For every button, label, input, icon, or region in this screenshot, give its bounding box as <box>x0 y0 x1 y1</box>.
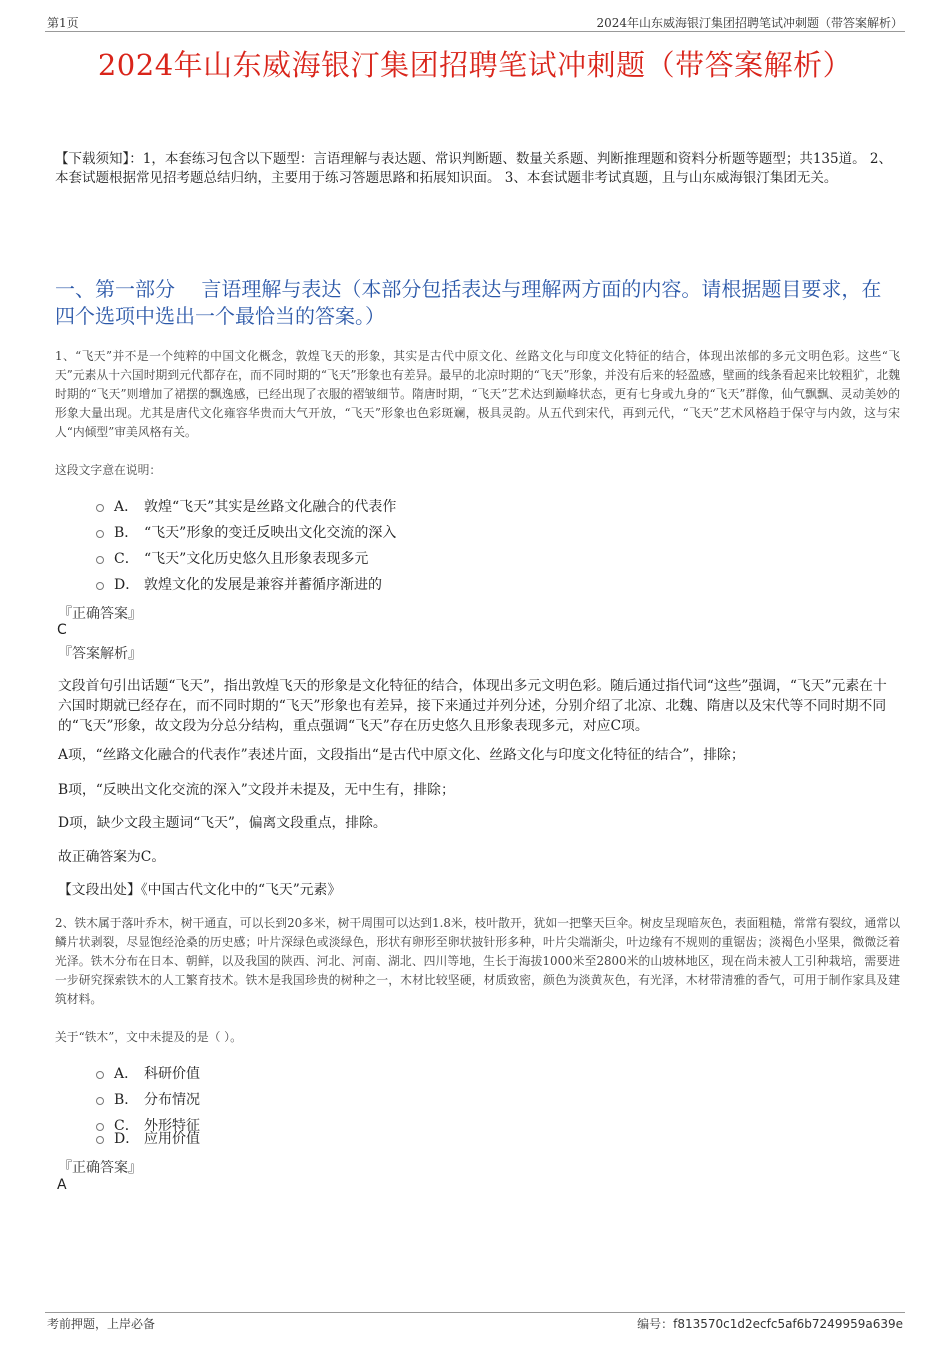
option-letter: B． <box>114 525 139 541</box>
q1-answer-label: 『正确答案』 <box>58 606 142 622</box>
document-code-label: 编号： <box>637 1317 674 1331</box>
q2-passage: 2、铁木属于落叶乔木，树干通直，可以长到20多米，树干周围可以达到1.8米，枝叶散开，犹如一把擎天巨伞。树皮呈现暗灰色，表面粗糙，常常有裂纹，通常以鳞片状剥裂，尽显饱经沧桑的历史感；叶片深绿色或淡绿色，形状有卵形至卵状披针形多种，叶片尖端渐尖，叶边缘有不规则的重锯齿；淡褐色小坚果，微微泛着光泽。铁木分布在日本、朝鲜，以及我国的陕西、河北、河南、湖北、四川等地，生长于海拔1000米至2800米的山坡林地区，现在尚未被人工引种栽培，需要进一步研究探索铁木的人工繁育技术。铁木是我国珍贵的树种之一，木材比较坚硬，材质致密，颜色为淡黄灰色，有光泽，木材带清雅的香气，可用于制作家具及建筑材料。 <box>55 916 900 1006</box>
option-text: 敦煌文化的发展是兼容并蓄循序渐进的 <box>144 577 382 593</box>
page-number: 第1页 <box>47 16 79 30</box>
document-code <box>637 1315 903 1332</box>
radio-icon[interactable] <box>96 582 104 590</box>
radio-icon[interactable] <box>96 1136 104 1144</box>
option-text: 科研价值 <box>144 1066 200 1082</box>
q1-option-d[interactable] <box>96 574 382 594</box>
option-letter: B． <box>114 1092 139 1108</box>
q1-analysis-summary: 文段首句引出话题“飞天”，指出敦煌飞天的形象是文化特征的结合，体现出多元文明色彩。随后通过指代词“这些”强调，“飞天”元素在十六国时期就已经存在，而不同时期的“飞天”形象也有差异，接下来通过并列分述，分别介绍了北凉、北魏、隋唐以及宋代等不同时期不同的“飞天”形象，故文段为分总分结构，重点强调“飞天”存在历史悠久且形象表现多元，对应C项。 <box>58 678 887 734</box>
radio-icon[interactable] <box>96 504 104 512</box>
q1-analysis-label: 『答案解析』 <box>58 646 142 662</box>
radio-icon[interactable] <box>96 556 104 564</box>
option-letter: C． <box>114 1118 139 1134</box>
option-text: “飞天”形象的变迁反映出文化交流的深入 <box>144 525 397 541</box>
option-letter: A． <box>114 1066 139 1082</box>
q1-option-a[interactable] <box>96 496 396 516</box>
radio-icon[interactable] <box>96 1071 104 1079</box>
q1-analysis-b: B项，“反映出文化交流的深入”文段并未提及，无中生有，排除； <box>58 782 455 798</box>
q2-option-b[interactable] <box>96 1089 200 1109</box>
q2-option-a[interactable] <box>96 1063 200 1083</box>
q1-option-b[interactable] <box>96 522 396 542</box>
q1-source: 【文段出处】《中国古代文化中的“飞天”元素》 <box>58 882 342 898</box>
option-letter: C． <box>114 551 139 567</box>
option-text: 分布情况 <box>144 1092 200 1108</box>
option-text: 外形特征 <box>144 1118 200 1134</box>
header-divider <box>45 31 905 32</box>
page-title: 2024年山东威海银汀集团招聘笔试冲刺题（带答案解析） <box>97 48 853 82</box>
download-notice: 【下载须知】：1，本套练习包含以下题型：言语理解与表达题、常识判断题、数量关系题、判断推理题和资料分析题等题型；共135道。 2、本套试题根据常见招考题总结归纳，主要用于练习答题思路和拓展知识面。 3、本套试题非考试真题，且与山东威海银汀集团无关。 <box>55 151 892 186</box>
option-text: 应用价值 <box>144 1131 200 1147</box>
option-text: 敦煌“飞天”其实是丝路文化融合的代表作 <box>144 499 397 515</box>
q2-stem: 关于“铁木”，文中未提及的是（ ）。 <box>55 1030 242 1044</box>
section-heading: 一、第一部分 言语理解与表达（本部分包括表达与理解两方面的内容。请根据题目要求，在四个选项中选出一个最恰当的答案。） <box>55 277 882 328</box>
q1-answer: C <box>57 622 67 638</box>
radio-icon[interactable] <box>96 530 104 538</box>
q2-answer-label: 『正确答案』 <box>58 1160 142 1176</box>
document-code-value: f813570c1d2ecfc5af6b7249959a639e <box>673 1317 903 1331</box>
option-text: “飞天”文化历史悠久且形象表现多元 <box>144 551 369 567</box>
q1-analysis-d: D项，缺少文段主题词“飞天”，偏离文段重点，排除。 <box>58 815 387 831</box>
q1-option-c[interactable] <box>96 548 368 568</box>
q1-stem: 这段文字意在说明： <box>55 463 162 477</box>
radio-icon[interactable] <box>96 1097 104 1105</box>
q2-option-d[interactable] <box>96 1128 200 1148</box>
header-doc-title: 2024年山东威海银汀集团招聘笔试冲刺题（带答案解析） <box>596 16 903 30</box>
q1-analysis-conclusion: 故正确答案为C。 <box>58 849 166 865</box>
footer-divider <box>45 1312 905 1313</box>
q2-answer: A <box>57 1177 67 1193</box>
option-letter: D． <box>114 577 140 593</box>
q1-passage: 1、“飞天”并不是一个纯粹的中国文化概念，敦煌飞天的形象，其实是古代中原文化、丝路文化与印度文化特征的结合，体现出浓郁的多元文明色彩。这些“飞天”元素从十六国时期到元代都存在，而不同时期的“飞天”形象也有差异。最早的北凉时期的“飞天”形象，并没有后来的轻盈感，壁画的线条看起来比较粗犷，北魏时期的“飞天”则增加了裙摆的飘逸感，已经出现了衣服的褶皱细节。隋唐时期，“飞天”艺术达到巅峰状态，更有七身或九身的“飞天”群像，仙气飘飘、灵动美妙的形象大量出现。尤其是唐代文化雍容华贵而大气开放，“飞天”形象也色彩斑斓，极具灵韵。从五代到宋代，再到元代，“飞天”艺术风格趋于保守与内敛，这与宋人“内倾型”审美风格有关。 <box>55 349 900 439</box>
q1-analysis-a: A项，“丝路文化融合的代表作”表述片面，文段指出“是古代中原文化、丝路文化与印度文化特征的结合”，排除； <box>58 747 745 763</box>
option-letter: D． <box>114 1131 140 1147</box>
option-letter: A． <box>114 499 139 515</box>
footer-slogan: 考前押题，上岸必备 <box>47 1317 156 1331</box>
